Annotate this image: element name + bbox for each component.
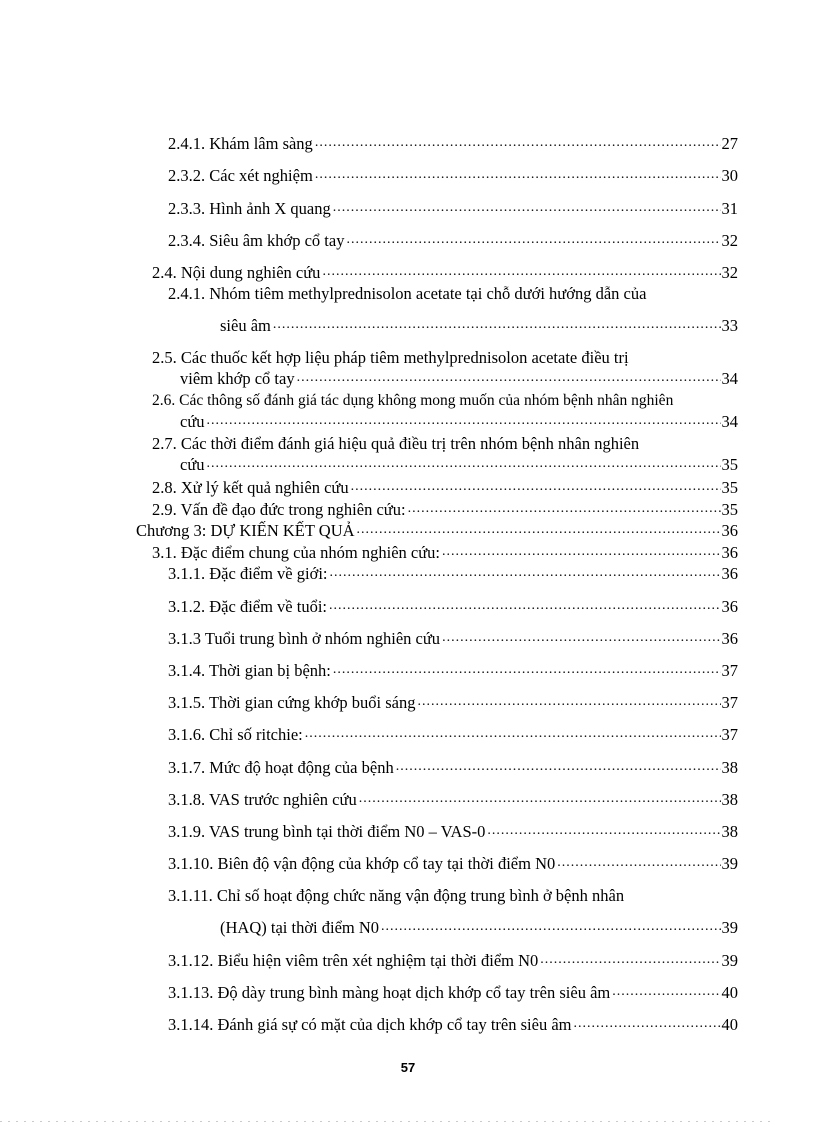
toc-entry (168, 853, 738, 875)
dot-leader (408, 500, 721, 518)
dot-leader (346, 231, 720, 249)
toc-entry (168, 982, 738, 1004)
toc-entry-page: 38 (721, 822, 738, 841)
dot-leader (396, 758, 721, 776)
toc-entry (168, 1014, 738, 1036)
toc-entry (168, 789, 738, 811)
toc-entry-page: 39 (721, 854, 738, 873)
toc-entry-title: 2.3.4. Siêu âm khớp cổ tay (168, 231, 345, 250)
toc-entry (168, 628, 738, 650)
dot-leader (442, 629, 720, 647)
dot-leader (315, 134, 721, 152)
toc-entry-page: 27 (721, 134, 738, 153)
toc-entry-page: 39 (721, 918, 738, 937)
toc-entry (168, 660, 738, 682)
toc-entry (168, 692, 738, 714)
dot-leader (487, 822, 720, 840)
dot-leader (557, 854, 720, 872)
dot-leader (359, 790, 721, 808)
toc-entry-title: viêm khớp cổ tay (180, 369, 295, 388)
toc-entry-title: 2.4.1. Khám lâm sàng (168, 134, 313, 153)
toc-entry-page: 34 (721, 412, 738, 431)
toc-entry-page: 36 (721, 543, 738, 562)
toc-entry (220, 315, 738, 337)
toc-entry-title: 3.1.4. Thời gian bị bệnh: (168, 661, 331, 680)
toc-entry (168, 563, 738, 585)
toc-entry-page: 40 (721, 1015, 738, 1034)
toc-entry-page: 36 (721, 629, 738, 648)
toc-entry-title: 2.5. Các thuốc kết hợp liệu pháp tiêm methylprednisolon acetate điều trị (152, 348, 629, 367)
toc-entry-title: 3.1.3 Tuổi trung bình ở nhóm nghiên cứu (168, 629, 441, 648)
dot-leader (207, 455, 721, 473)
toc-entry (180, 411, 738, 433)
toc-entry (152, 499, 738, 521)
dot-leader (273, 316, 721, 334)
toc-entry (168, 821, 738, 843)
toc-entry-title: 3.1.6. Chỉ số ritchie: (168, 725, 303, 744)
dot-leader (305, 725, 721, 743)
toc-entry (180, 454, 738, 476)
toc-entry-page: 40 (721, 983, 738, 1002)
toc-entry-page: 36 (721, 564, 738, 583)
dot-leader (573, 1015, 720, 1033)
dot-leader (442, 543, 721, 561)
dot-leader (612, 983, 720, 1001)
toc-entry-title: 2.7. Các thời điểm đánh giá hiệu quả điều trị trên nhóm bệnh nhân nghiên (152, 434, 640, 453)
toc-entry-title: 3.1.2. Đặc điểm về tuổi: (168, 597, 328, 616)
dot-leader (329, 564, 720, 582)
toc-entry-page: 39 (721, 951, 738, 970)
toc-entry-title: Chương 3: DỰ KIẾN KẾT QUẢ (136, 521, 355, 540)
page-number: 57 (400, 1060, 416, 1075)
toc-entry-title: 3.1.10. Biên độ vận động của khớp cổ tay tại thời điểm N0 (168, 854, 556, 873)
toc-entry (168, 198, 738, 220)
dot-leader (351, 478, 721, 496)
toc-entry (152, 477, 738, 499)
toc-entry (220, 917, 738, 939)
bottom-edge-dots: . . . . . . . . . . . . . . . . . . . . . . . . . . . . . . . . . . . . . . . . . . . . . . . . . . . . . . . . . . . . . . . . . . . . . . . . . . . . . . . . . . . . . . . . . . . . . . . . . (0, 1117, 772, 1123)
toc-entry (180, 368, 738, 390)
toc-entry (168, 596, 738, 618)
toc-entry-page: 35 (721, 455, 738, 474)
toc-entry-title: cứu (180, 412, 205, 431)
toc-entry-page: 38 (721, 790, 738, 809)
toc-entry-page: 37 (721, 661, 738, 680)
toc-entry-page: 36 (721, 521, 738, 540)
dot-leader (540, 951, 720, 969)
toc-entry-title: 3.1.12. Biểu hiện viêm trên xét nghiệm tại thời điểm N0 (168, 951, 539, 970)
toc-entry-title: 3.1.8. VAS trước nghiên cứu (168, 790, 357, 809)
toc-entry-title: 3.1. Đặc điểm chung của nhóm nghiên cứu: (152, 543, 440, 562)
toc-entry-title: (HAQ) tại thời điểm N0 (220, 918, 380, 937)
toc-entry-page: 34 (721, 369, 738, 388)
toc-entry-page: 35 (721, 478, 738, 497)
toc-entry-title: 3.1.9. VAS trung bình tại thời điểm N0 – VAS-0 (168, 822, 486, 841)
toc-entry-page: 37 (721, 725, 738, 744)
toc-entry-title: 2.4. Nội dung nghiên cứu (152, 263, 321, 282)
toc-entry-page: 35 (721, 500, 738, 519)
toc-entry-title: siêu âm (220, 316, 271, 335)
toc-entry-page: 32 (721, 231, 738, 250)
toc-entry (152, 262, 738, 284)
dot-leader (297, 369, 721, 387)
dot-leader (381, 918, 720, 936)
dot-leader (329, 597, 720, 615)
toc-entry-title: 3.1.7. Mức độ hoạt động của bệnh (168, 758, 394, 777)
toc-entry (168, 133, 738, 155)
toc-entry-title: cứu (180, 455, 205, 474)
toc-entry-title: 3.1.13. Độ dày trung bình màng hoạt dịch khớp cổ tay trên siêu âm (168, 983, 611, 1002)
toc-entry-page: 37 (721, 693, 738, 712)
dot-leader (207, 412, 721, 430)
toc-entry-chapter (136, 520, 738, 542)
dot-leader (357, 521, 721, 539)
toc-entry-title: 2.3.3. Hình ảnh X quang (168, 199, 331, 218)
toc-entry-title: 2.8. Xử lý kết quả nghiên cứu (152, 478, 349, 497)
toc-entry-page: 31 (721, 199, 738, 218)
toc-entry-title: 3.1.1. Đặc điểm về giới: (168, 564, 328, 583)
toc-entry-page: 30 (721, 166, 738, 185)
toc-entry (152, 542, 738, 564)
toc-entry-title: 2.9. Vấn đề đạo đức trong nghiên cứu: (152, 500, 406, 519)
dot-leader (322, 263, 720, 281)
toc-entry-title: 2.3.2. Các xét nghiệm (168, 166, 313, 185)
dot-leader (333, 661, 721, 679)
toc-entry-page: 36 (721, 597, 738, 616)
toc-entry (168, 165, 738, 187)
toc-entry-title: 3.1.14. Đánh giá sự có mặt của dịch khớp cổ tay trên siêu âm (168, 1015, 572, 1034)
dot-leader (315, 166, 721, 184)
toc-entry-title: 3.1.11. Chỉ số hoạt động chức năng vận động trung bình ở bệnh nhân (168, 886, 625, 905)
dot-leader (333, 199, 721, 217)
toc-entry (168, 757, 738, 779)
toc-entry-title: 2.4.1. Nhóm tiêm methylprednisolon acetate tại chỗ dưới hướng dẫn của (168, 284, 647, 303)
toc-entry-page: 33 (721, 316, 738, 335)
toc-entry-title: 3.1.5. Thời gian cứng khớp buổi sáng (168, 693, 416, 712)
toc-entry-page: 38 (721, 758, 738, 777)
toc-entry-title: 2.6. Các thông số đánh giá tác dụng không mong muốn của nhóm bệnh nhân nghiên (152, 392, 674, 409)
toc-entry-page: 32 (721, 263, 738, 282)
toc-entry (168, 950, 738, 972)
toc-entry (168, 724, 738, 746)
dot-leader (417, 693, 720, 711)
toc-entry (168, 230, 738, 252)
